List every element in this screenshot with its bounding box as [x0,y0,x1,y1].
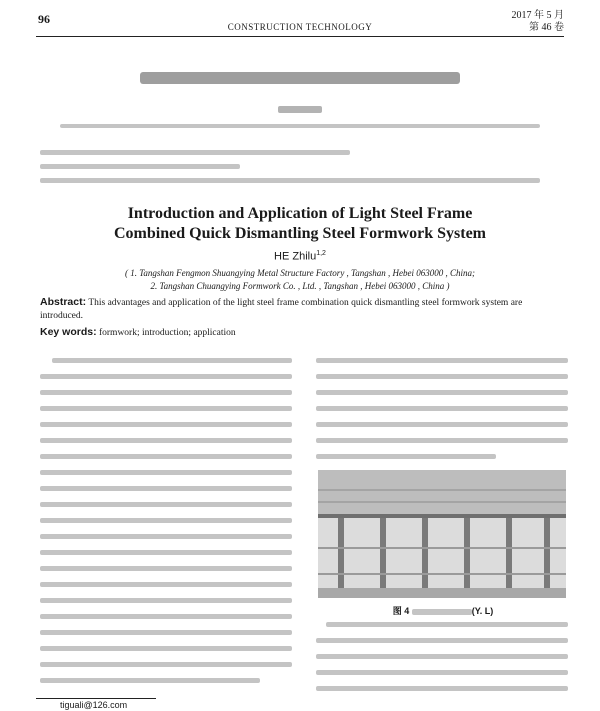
affiliation-en-1: ( 1. Tangshan Fengmon Shuangying Metal Structure Factory , Tangshan , Hebei 063000 , China; [125,268,475,278]
paper-title-en [36,204,564,244]
abstract-en-text: This advantages and application of the light steel frame combination quick dismantling steel formwork system are introduced. [40,298,523,321]
keywords-en [40,326,560,338]
journal-name-en: CONSTRUCTION TECHNOLOGY [227,22,373,32]
footnote-rule [36,698,156,699]
header-rule [36,36,564,37]
keywords-en-label: Key words: [40,326,97,338]
issue-volume: 第 46 卷 [529,22,564,33]
issue-date: 2017 年 5 月 [511,10,564,21]
author-en-sup: 1,2 [316,250,326,257]
paper-title-en-line2: Combined Quick Dismantling Steel Formwork System [114,225,486,242]
affiliation-en-2: 2. Tangshan Chuangying Formwork Co. , Ltd. , Tangshan , Hebei 063000 , China ) [150,281,450,291]
figure-4-image [318,470,566,598]
abstract-en [40,296,560,323]
affiliation-cn-placeholder [60,124,540,128]
page-number: 96 [38,12,50,26]
figure-4-caption [330,604,556,617]
figure-4-caption-text: (Y. L) [471,606,494,616]
issue-info [512,10,565,34]
keywords-en-text: formwork; introduction; application [98,328,236,338]
author-en [36,250,564,263]
formwork-photo-drawing [318,470,566,598]
author-cn-placeholder [278,106,322,113]
abstract-en-label: Abstract: [40,296,87,308]
figure-4-caption-number: 图 4 [392,606,410,616]
figure-4-caption-cn-placeholder [412,609,472,615]
footnote-email: tiguali@126.com [60,700,128,710]
author-en-name: HE Zhilu [274,250,317,263]
paper-title-en-line1: Introduction and Application of Light Steel Frame [127,205,473,222]
title-cn-placeholder [140,72,460,84]
